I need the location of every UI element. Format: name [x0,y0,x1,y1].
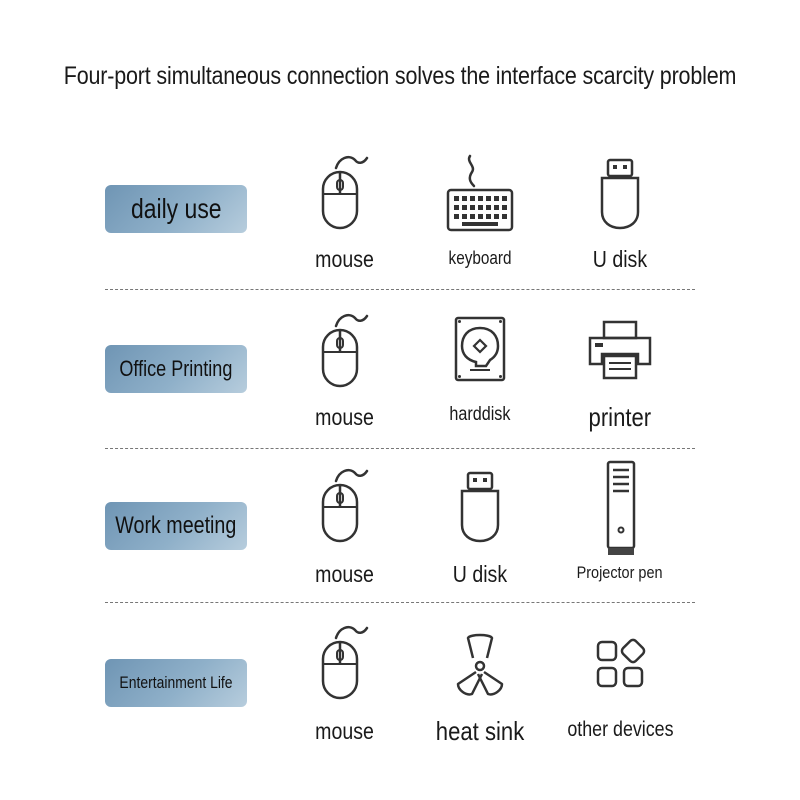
usb-drive-icon [410,463,550,553]
category-pill [105,345,247,393]
divider [105,602,695,603]
device-label: Projector pen [577,563,663,582]
category-row [0,140,800,290]
device-label: U disk [592,246,648,272]
category-row [0,455,800,605]
device-label: mouse [315,561,375,587]
category-label: Office Printing [119,356,233,381]
device-label: harddisk [449,404,511,425]
usb-drive-icon [550,150,690,240]
mouse-icon [275,150,415,240]
grid-apps-icon [550,626,690,716]
category-row [0,612,800,762]
category-pill [105,659,247,707]
mouse-icon [275,308,415,398]
divider [105,289,695,290]
page-title: Four-port simultaneous connection solves the interface scarcity problem [63,62,737,90]
keyboard-icon [410,150,550,240]
device-label: mouse [315,404,375,430]
mouse-icon [275,620,415,710]
device-label: keyboard [448,248,512,268]
category-label: daily use [130,193,222,224]
category-label: Work meeting [115,512,237,539]
device-label: printer [588,402,652,432]
mouse-icon [275,463,415,553]
printer-icon [550,308,690,398]
device-label: U disk [452,561,508,587]
category-row [0,300,800,450]
device-label: mouse [315,718,375,744]
category-pill [105,502,247,550]
fan-icon [410,626,550,716]
device-label: other devices [566,718,674,741]
category-label: Entertainment Life [119,673,233,692]
projector-pen-icon [550,460,690,555]
divider [105,448,695,449]
category-pill [105,185,247,233]
hard-disk-icon [410,308,550,398]
device-label: heat sink [435,716,525,746]
device-label: mouse [315,246,375,272]
